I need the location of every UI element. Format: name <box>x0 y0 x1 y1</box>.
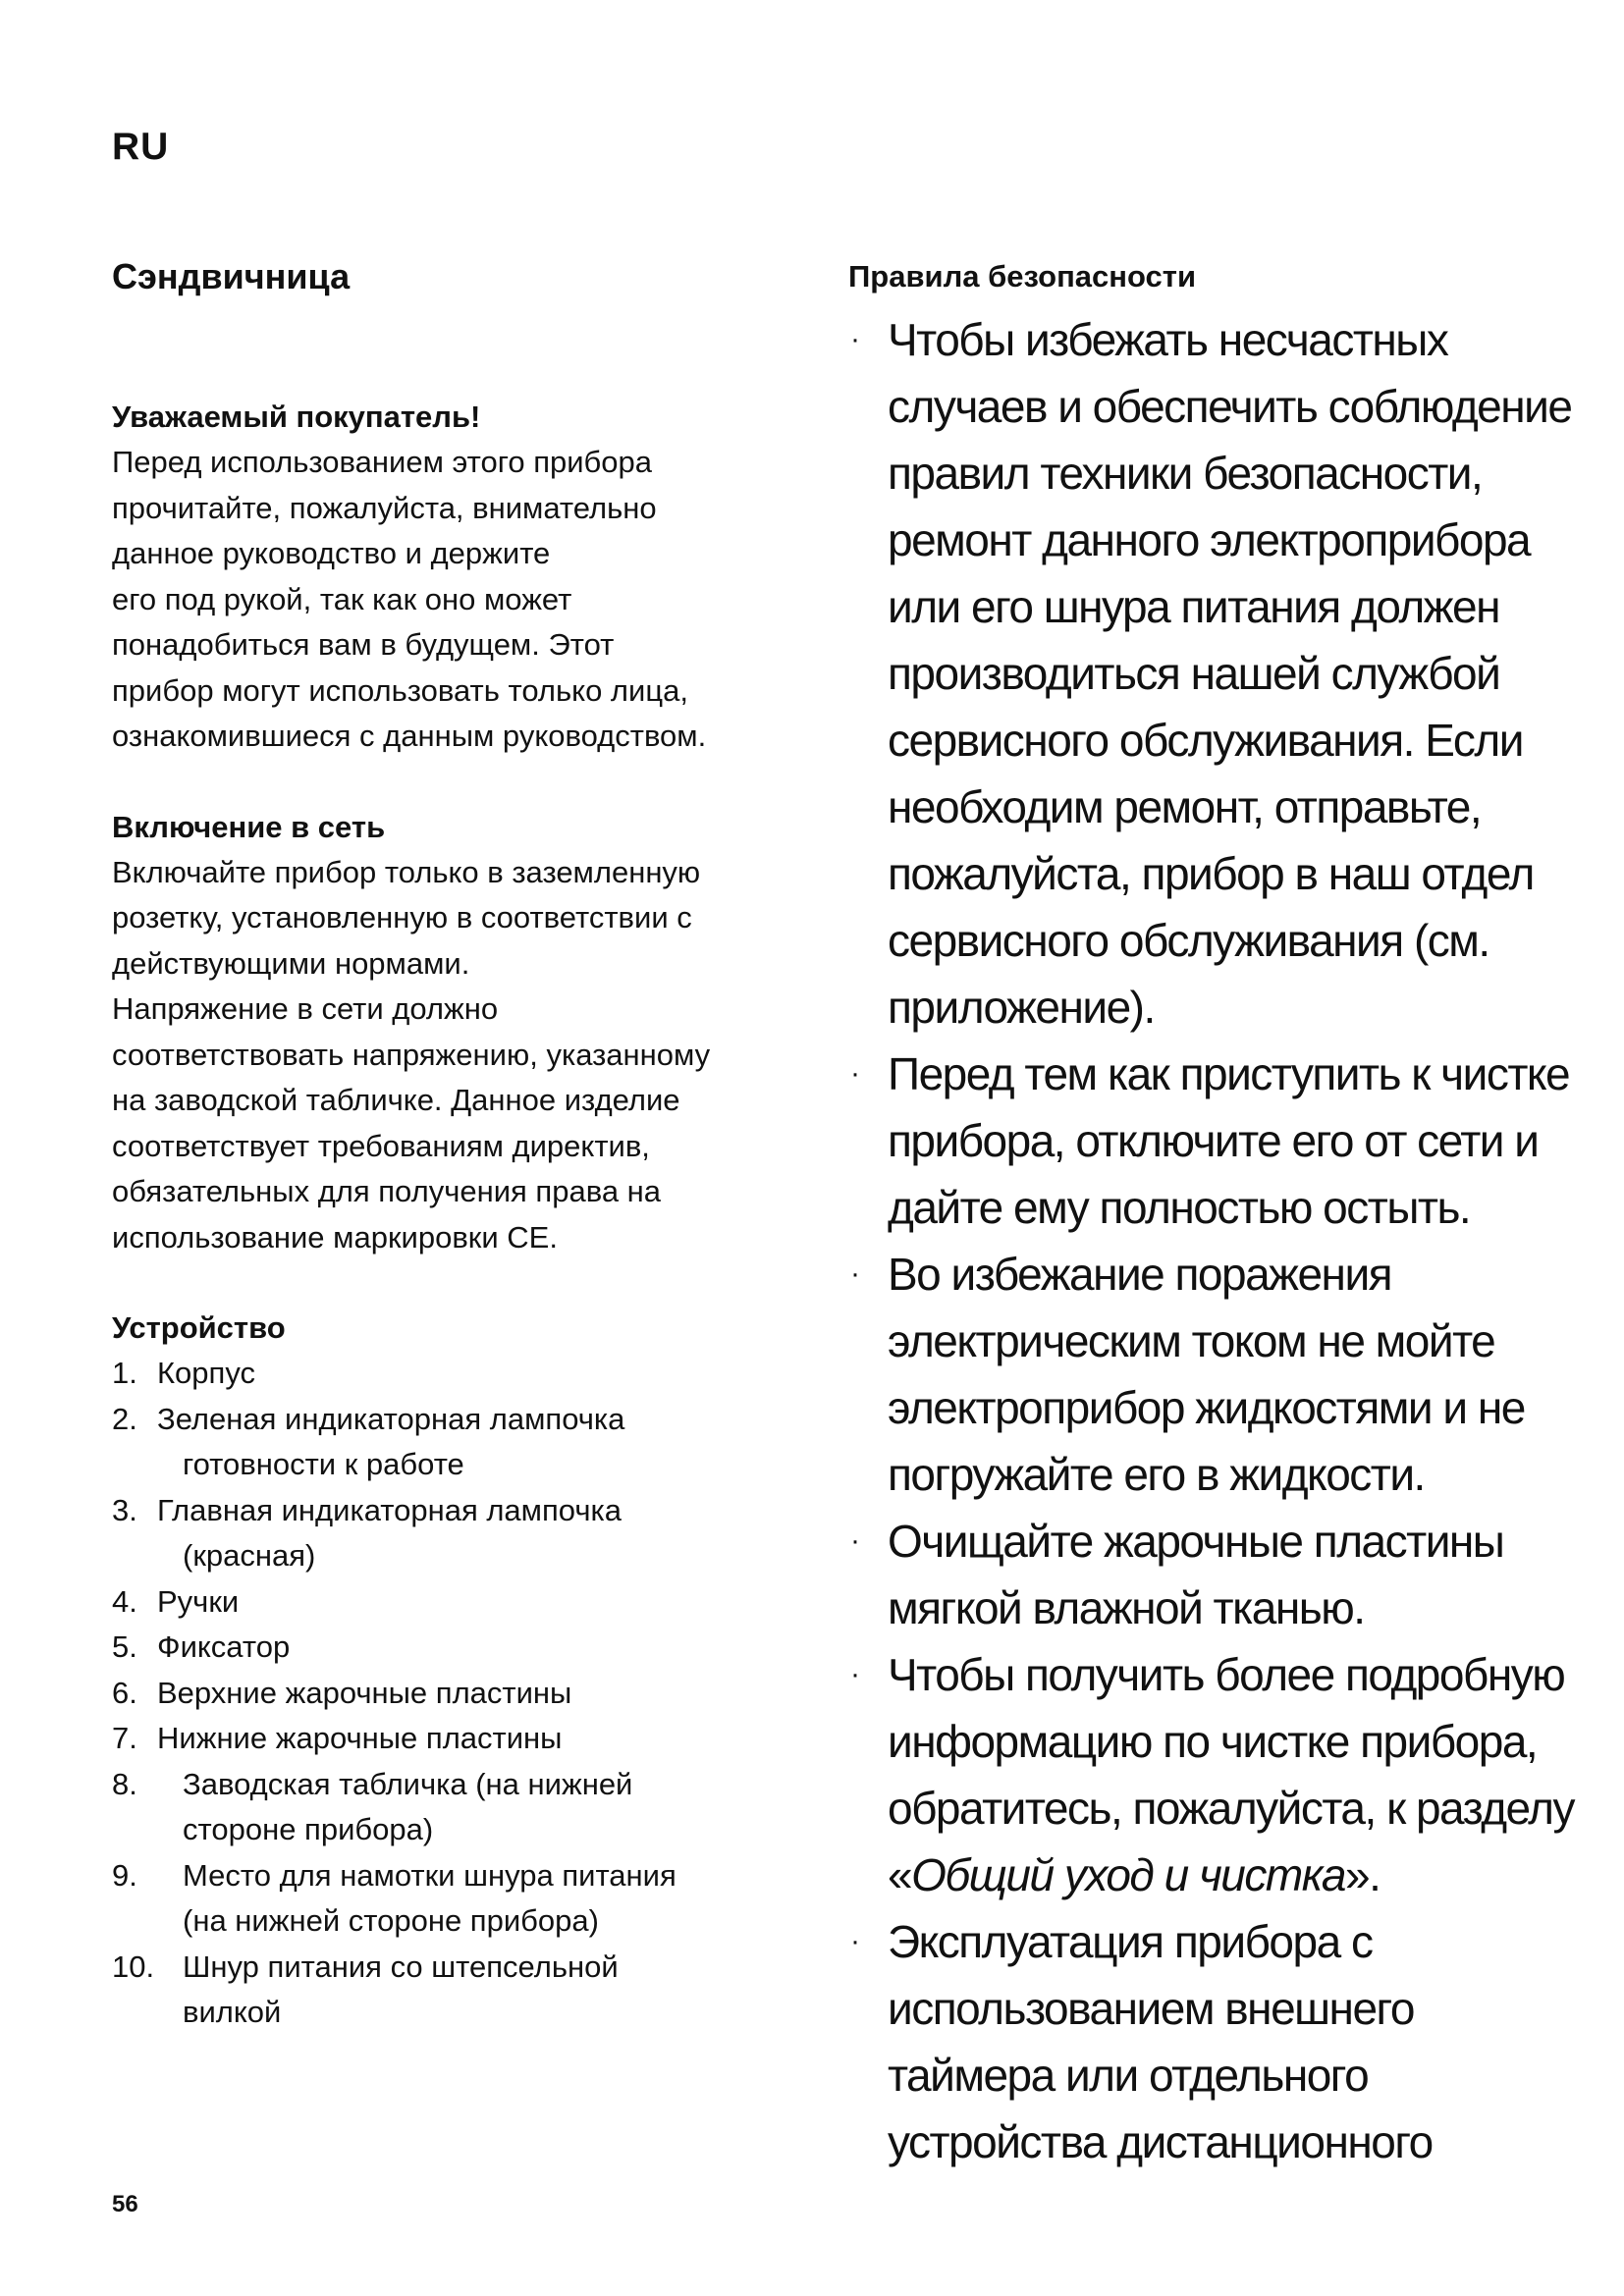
rule-line: электроприбор жидкостями и не <box>888 1382 1525 1433</box>
text-line: на заводской табличке. Данное изделие <box>112 1083 680 1117</box>
item-text: Главная индикаторная лампочка <box>157 1492 622 1527</box>
list-item <box>112 1762 809 1853</box>
list-item <box>112 1671 809 1717</box>
item-text-continued: (красная) <box>183 1538 316 1573</box>
text-line: розетку, установленную в соответствии с <box>112 900 692 934</box>
rule-line: прибора, отключите его от сети и <box>888 1115 1539 1166</box>
list-item <box>112 1945 809 2036</box>
list-item <box>112 1351 809 1397</box>
greeting-heading: Уважаемый покупатель! <box>112 400 481 434</box>
parts-list <box>112 1351 809 2036</box>
item-text-continued: стороне прибора) <box>183 1812 434 1846</box>
rule-line: электрическим током не мойте <box>888 1315 1495 1366</box>
safety-rules-list <box>848 306 1574 2175</box>
rule-line: необходим ремонт, отправьте, <box>888 781 1482 832</box>
bullet-icon: · <box>850 1057 860 1090</box>
list-item <box>112 1579 809 1626</box>
bullet-icon: · <box>850 1524 860 1557</box>
text-line: соответствует требованиям директив, <box>112 1128 650 1163</box>
rule-line: производиться нашей службой <box>888 648 1500 699</box>
text-line: соответствовать напряжению, указанному <box>112 1037 711 1072</box>
language-code: RU <box>112 126 170 168</box>
power-heading: Включение в сеть <box>112 809 386 844</box>
bullet-icon: · <box>850 1658 860 1690</box>
item-text: Корпус <box>157 1356 255 1390</box>
text-line: прибор могут использовать только лица, <box>112 672 688 708</box>
item-number: 2. <box>112 1401 137 1436</box>
item-text-continued: вилкой <box>183 1995 282 2029</box>
rule-line: обратитесь, пожалуйста, к разделу <box>888 1783 1574 1834</box>
list-item <box>112 1853 809 1945</box>
rule-line: пожалуйста, прибор в наш отдел <box>888 848 1534 899</box>
item-text: Заводская табличка (на нижней <box>183 1766 633 1801</box>
rule-line: использованием внешнего <box>888 1983 1414 2034</box>
list-item <box>112 1716 809 1762</box>
item-number: 9. <box>112 1857 137 1893</box>
item-number: 3. <box>112 1492 137 1527</box>
text-line: действующими нормами. <box>112 945 470 981</box>
item-text: Ручки <box>157 1583 240 1619</box>
text-line: использование маркировки CE. <box>112 1219 558 1255</box>
text-line: прочитайте, пожалуйста, внимательно <box>112 490 657 525</box>
item-text-continued: (на нижней стороне прибора) <box>183 1903 599 1938</box>
rule-line: информацию по чистке прибора, <box>888 1716 1538 1767</box>
rule-line: устройства дистанционного <box>888 2116 1433 2167</box>
power-text <box>112 850 809 1261</box>
safety-rule <box>848 306 1572 1041</box>
page-title: Сэндвичница <box>112 256 351 296</box>
greeting-text <box>112 440 809 760</box>
item-number: 1. <box>112 1356 137 1390</box>
rule-line: случаев и обеспечить соблюдение <box>888 381 1572 432</box>
item-text: Зеленая индикаторная лампочка <box>157 1401 625 1436</box>
rule-line: Чтобы избежать несчастных <box>888 314 1448 365</box>
item-number: 6. <box>112 1675 137 1710</box>
rule-line: погружайте его в жидкости. <box>888 1449 1425 1500</box>
safety-rule <box>848 1641 1574 1908</box>
text-line: Перед использованием этого прибора <box>112 445 653 479</box>
text-line: его под рукой, так как оно может <box>112 581 572 616</box>
bullet-icon: · <box>850 1257 860 1290</box>
safety-rule <box>848 1508 1536 1641</box>
text-line: ознакомившиеся с данным руководством. <box>112 719 707 753</box>
list-item <box>112 1397 809 1488</box>
safety-heading: Правила безопасности <box>848 259 1197 294</box>
rule-line: или его шнура питания должен <box>888 581 1500 632</box>
rule-line-with-reference <box>888 1842 1536 1908</box>
safety-rule <box>848 1908 1536 2175</box>
rule-line: Чтобы получить более подробную <box>888 1649 1565 1700</box>
rule-line: приложение). <box>888 982 1155 1033</box>
rule-line: сервисного обслуживания (см. <box>888 915 1489 966</box>
rule-line: Очищайте жарочные пластины <box>888 1516 1504 1567</box>
rule-line: Перед тем как приступить к чистке <box>888 1048 1570 1099</box>
item-text: Фиксатор <box>157 1629 291 1664</box>
item-number: 4. <box>112 1583 137 1619</box>
item-text: Верхние жарочные пластины <box>157 1675 572 1710</box>
item-text-continued: готовности к работе <box>183 1447 464 1481</box>
text-line: данное руководство и держите <box>112 536 551 570</box>
bullet-icon: · <box>850 323 860 355</box>
text-line: Напряжение в сети должно <box>112 991 499 1026</box>
item-number: 8. <box>112 1766 137 1801</box>
section-reference: Общий уход и чистка <box>911 1849 1345 1900</box>
power-section <box>112 805 809 1261</box>
rule-line: дайте ему полностью остыть. <box>888 1182 1471 1233</box>
text-line: обязательных для получения права на <box>112 1174 662 1208</box>
bullet-icon: · <box>850 1925 860 1957</box>
item-number: 5. <box>112 1629 137 1664</box>
rule-line: правил техники безопасности, <box>888 448 1483 499</box>
text-line: Включайте прибор только в заземленную <box>112 854 701 889</box>
page-number: 56 <box>112 2191 138 2217</box>
rule-line: сервисного обслуживания. Если <box>888 715 1523 766</box>
greeting-section <box>112 395 809 760</box>
item-text: Нижние жарочные пластины <box>157 1721 563 1755</box>
text-line: понадобиться вам в будущем. Этот <box>112 627 615 662</box>
rule-line: Эксплуатация прибора с <box>888 1916 1373 1967</box>
quote-open: « <box>888 1849 912 1900</box>
item-text: Место для намотки шнура питания <box>183 1857 677 1893</box>
safety-rule <box>848 1241 1536 1508</box>
item-number: 7. <box>112 1721 137 1755</box>
list-item <box>112 1488 809 1579</box>
item-number: 10. <box>112 1949 155 1984</box>
rule-line: ремонт данного электроприбора <box>888 514 1531 565</box>
rule-line: таймера или отдельного <box>888 2050 1369 2101</box>
safety-rule <box>848 1041 1570 1241</box>
right-column <box>848 253 1574 2175</box>
rule-line: Во избежание поражения <box>888 1249 1392 1300</box>
device-heading: Устройство <box>112 1310 286 1345</box>
rule-line: мягкой влажной тканью. <box>888 1582 1365 1633</box>
item-text: Шнур питания со штепсельной <box>183 1949 619 1984</box>
left-column <box>112 253 809 2036</box>
device-section <box>112 1306 809 2036</box>
list-item <box>112 1625 809 1671</box>
quote-close: ». <box>1345 1849 1380 1900</box>
